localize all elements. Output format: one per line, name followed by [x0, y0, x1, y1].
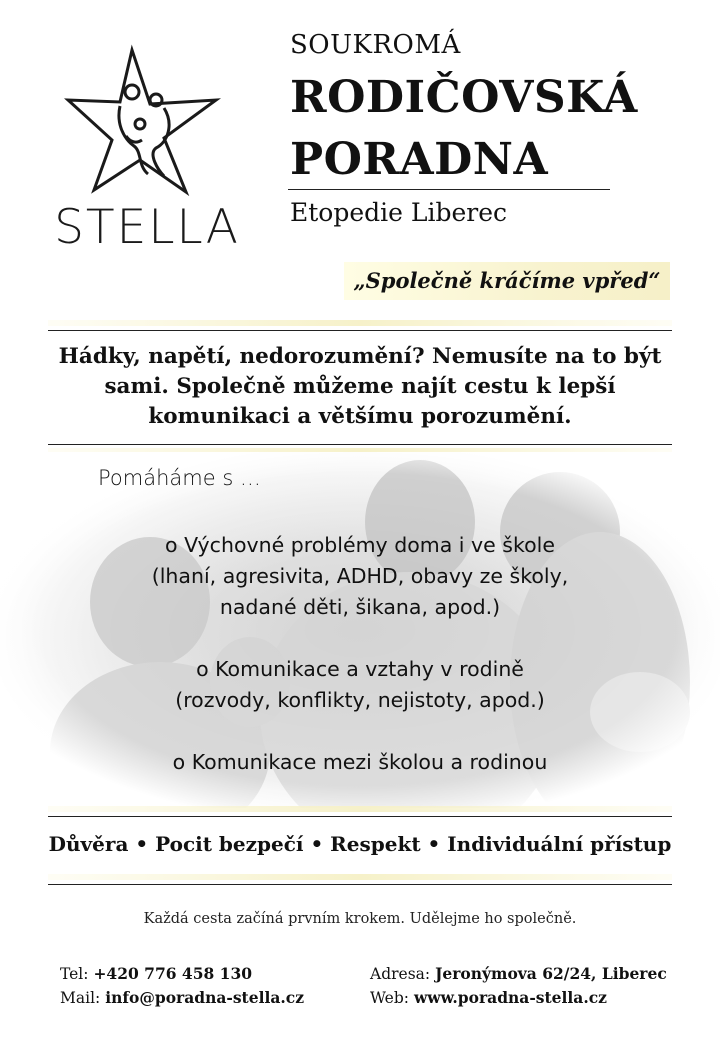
help-item [60, 747, 660, 778]
contact-phone [60, 962, 304, 986]
mail-label: Mail: [60, 989, 101, 1007]
help-list [60, 530, 660, 809]
logo-wordmark: STELLA [54, 200, 240, 255]
yellow-divider-values [48, 806, 672, 812]
rule-values-top [48, 816, 672, 817]
title-divider [288, 189, 610, 190]
values-line: Důvěra • Pocit bezpečí • Respekt • Individuální přístup [48, 832, 672, 856]
title-line-2: PORADNA [290, 134, 549, 185]
help-item-title: o Komunikace mezi školou a rodinou [172, 750, 548, 774]
help-item-detail: (lhaní, agresivita, ADHD, obavy ze školy, [151, 564, 569, 588]
contact-address [370, 962, 667, 986]
rule-values-bottom [48, 884, 672, 885]
contact-right [370, 962, 667, 1010]
rule-bottom [48, 444, 672, 445]
help-item [60, 530, 660, 623]
help-item-title: o Komunikace a vztahy v rodině [196, 657, 524, 681]
phone-value[interactable]: +420 776 458 130 [93, 964, 253, 983]
contact-left [60, 962, 304, 1010]
help-item-detail: nadané děti, šikana, apod.) [219, 595, 501, 619]
headline: Hádky, napětí, nedorozumění? Nemusíte na to být sami. Společně můžeme najít cestu k lepší komunikaci a většímu porozumění. [58, 344, 662, 429]
help-item-title: o Výchovné problémy doma i ve škole [165, 533, 555, 557]
yellow-divider-values-bottom [48, 874, 672, 880]
help-lead: Pomáháme s … [98, 466, 261, 490]
phone-label: Tel: [60, 965, 89, 983]
web-value[interactable]: www.poradna-stella.cz [413, 988, 607, 1007]
title-subtitle: Etopedie Liberec [290, 198, 508, 227]
title-small: SOUKROMÁ [290, 30, 461, 60]
help-item [60, 654, 660, 716]
title-line-1: RODIČOVSKÁ [290, 72, 638, 123]
web-label: Web: [370, 989, 409, 1007]
mail-value[interactable]: info@poradna-stella.cz [105, 988, 305, 1007]
contact-web [370, 986, 667, 1010]
star-family-icon [64, 44, 224, 199]
help-item-detail: (rozvody, konflikty, nejistoty, apod.) [175, 688, 545, 712]
tagline: Každá cesta začíná prvním krokem. Udělejme ho společně. [143, 911, 577, 927]
yellow-divider-top [48, 320, 672, 326]
rule-top [48, 330, 672, 331]
address-value: Jeronýmova 62/24, Liberec [435, 964, 667, 983]
motto: „Společně kráčíme vpřed“ [344, 262, 670, 300]
contact-mail [60, 986, 304, 1010]
address-label: Adresa: [370, 965, 431, 983]
